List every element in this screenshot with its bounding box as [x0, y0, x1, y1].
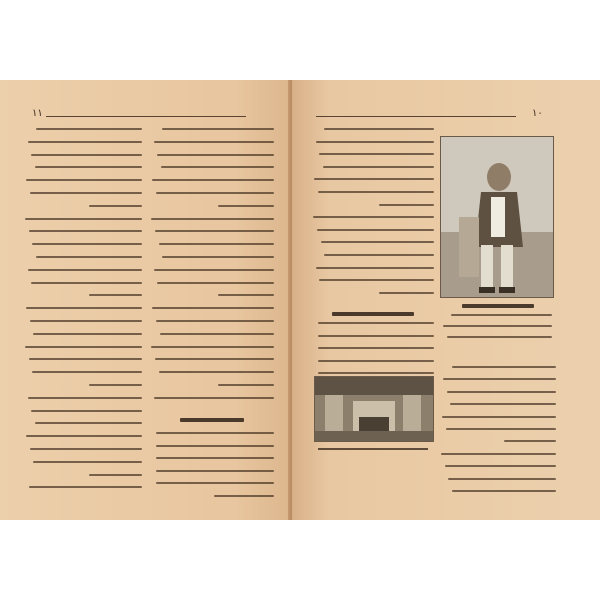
text-line: [33, 461, 142, 463]
text-line: [314, 178, 434, 180]
text-line: [26, 435, 142, 437]
text-line: [89, 205, 142, 207]
text-line: [218, 294, 274, 296]
text-line: [447, 336, 552, 338]
text-line: [323, 166, 434, 168]
text-line: [318, 191, 434, 193]
text-line: [152, 179, 274, 181]
text-line: [443, 378, 556, 380]
text-line: [218, 205, 274, 207]
interior-image: [314, 376, 434, 442]
text-line: [214, 495, 274, 497]
text-line: [156, 432, 274, 434]
text-line: [30, 192, 142, 194]
text-line: [89, 474, 142, 476]
portrait-caption: [440, 314, 552, 354]
text-line: [448, 478, 556, 480]
section-heading: [332, 312, 414, 316]
text-line: [28, 269, 142, 271]
text-line: [35, 166, 142, 168]
text-line: [31, 282, 142, 284]
running-header: [204, 104, 244, 112]
page-number: ١١: [32, 108, 43, 119]
text-line: [324, 128, 434, 130]
text-line: [318, 372, 434, 374]
book-spread: [0, 80, 600, 520]
portrait-image: [440, 136, 554, 298]
text-line: [26, 307, 142, 309]
text-line: [452, 366, 556, 368]
text-line: [379, 204, 434, 206]
text-line: [504, 440, 556, 442]
section-heading: [180, 418, 244, 422]
interior-caption: [318, 448, 428, 450]
header-rule: [46, 116, 246, 117]
text-line: [321, 241, 434, 243]
text-line: [446, 428, 556, 430]
text-column: [24, 128, 142, 498]
text-line: [443, 325, 552, 327]
text-line: [30, 448, 142, 450]
text-line: [441, 453, 556, 455]
text-line: [162, 128, 274, 130]
text-line: [313, 216, 434, 218]
text-line: [156, 457, 274, 459]
text-line: [154, 269, 274, 271]
text-column: [440, 366, 556, 506]
text-line: [154, 141, 274, 143]
text-line: [36, 256, 142, 258]
text-line: [442, 416, 556, 418]
text-line: [452, 490, 556, 492]
text-line: [160, 333, 274, 335]
text-line: [25, 346, 142, 348]
text-line: [161, 166, 274, 168]
text-line: [29, 230, 142, 232]
text-line: [318, 335, 434, 337]
text-line: [33, 333, 142, 335]
text-line: [29, 486, 142, 488]
text-line: [159, 243, 274, 245]
text-line: [28, 397, 142, 399]
text-line: [156, 482, 274, 484]
text-line: [151, 346, 274, 348]
text-line: [324, 254, 434, 256]
text-line: [31, 154, 142, 156]
text-line: [316, 267, 434, 269]
text-line: [445, 465, 556, 467]
text-line: [319, 153, 434, 155]
text-line: [89, 294, 142, 296]
text-line: [316, 141, 434, 143]
text-line: [156, 470, 274, 472]
caption-heading: [462, 304, 534, 308]
text-line: [89, 384, 142, 386]
text-line: [156, 320, 274, 322]
text-line: [152, 307, 274, 309]
text-line: [447, 391, 556, 393]
text-line: [159, 371, 274, 373]
text-line: [35, 422, 142, 424]
text-line: [318, 347, 434, 349]
text-line: [319, 279, 434, 281]
text-line: [379, 292, 434, 294]
text-line: [318, 360, 434, 362]
page-number: ١٠: [532, 108, 543, 119]
text-line: [157, 154, 274, 156]
text-line: [26, 179, 142, 181]
text-line: [36, 128, 142, 130]
text-line: [30, 320, 142, 322]
text-line: [28, 141, 142, 143]
right-page: [292, 80, 600, 520]
text-line: [450, 403, 556, 405]
text-line: [218, 384, 274, 386]
text-line: [156, 192, 274, 194]
text-line: [31, 410, 142, 412]
text-line: [155, 358, 274, 360]
left-page: [0, 80, 292, 520]
text-line: [317, 229, 434, 231]
text-line: [32, 243, 142, 245]
text-line: [451, 314, 552, 316]
text-line: [157, 282, 274, 284]
text-line: [151, 218, 274, 220]
text-line: [29, 358, 142, 360]
text-column: [150, 128, 274, 498]
text-line: [25, 218, 142, 220]
text-line: [162, 256, 274, 258]
header-rule: [316, 116, 516, 117]
text-line: [154, 397, 274, 399]
text-line: [156, 445, 274, 447]
text-line: [318, 322, 434, 324]
text-line: [32, 371, 142, 373]
text-line: [155, 230, 274, 232]
